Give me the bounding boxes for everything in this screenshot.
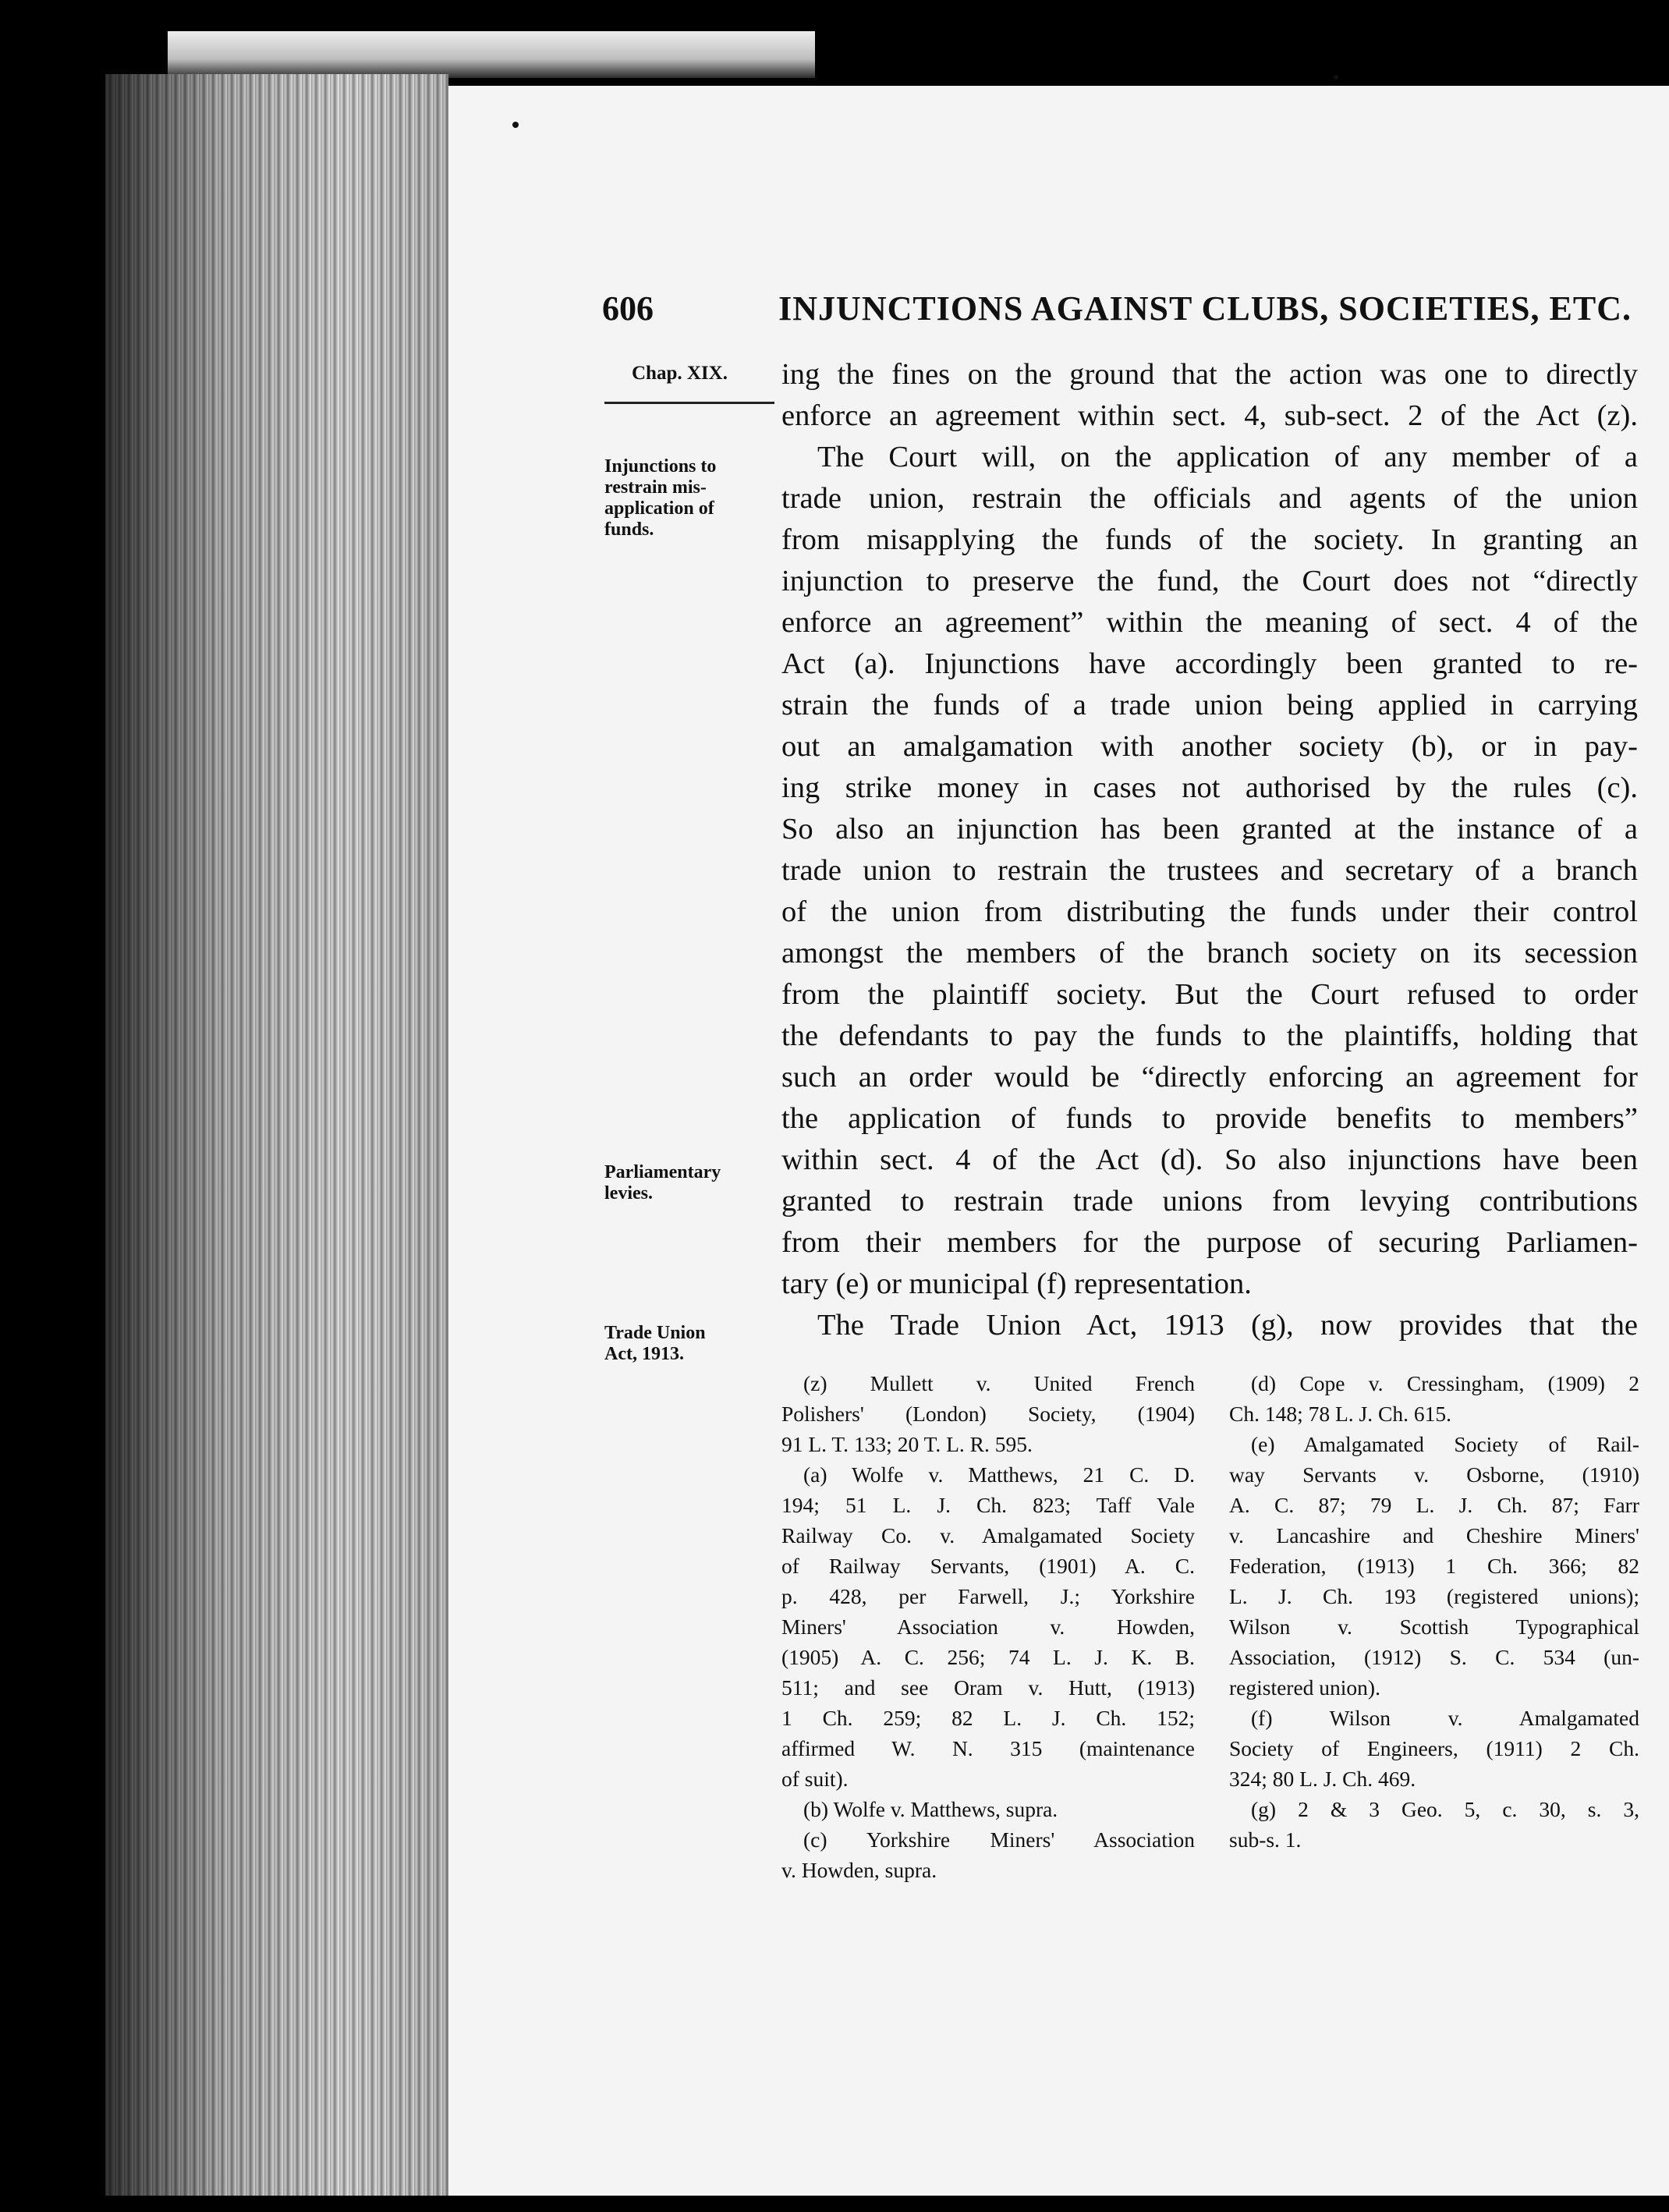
- footnote-line: (g) 2 & 3 Geo. 5, c. 30, s. 3,: [1251, 1797, 1639, 1821]
- body-text: [781, 354, 1638, 1346]
- footnote-line: (c) Yorkshire Miners' Association: [803, 1827, 1195, 1852]
- footnote-line: (1905) A. C. 256; 74 L. J. K. B.: [781, 1645, 1195, 1669]
- body-line: The Court will, on the application of any member of a: [817, 441, 1638, 473]
- sidenote-line: restrain mis-: [604, 477, 707, 498]
- sidenote-line: Act, 1913.: [604, 1344, 684, 1364]
- footnote-line: (a) Wolfe v. Matthews, 21 C. D.: [803, 1462, 1195, 1487]
- sidenote-line: levies.: [604, 1183, 653, 1203]
- body-line: of the union from distributing the funds under their control: [781, 895, 1638, 928]
- body-line: within sect. 4 of the Act (d). So also injunctions have been: [781, 1143, 1638, 1176]
- footnote-line: L. J. Ch. 193 (registered unions);: [1229, 1584, 1639, 1608]
- body-line: injunction to preserve the fund, the Court does not “directly: [781, 565, 1638, 597]
- footnote-line: Wilson v. Scottish Typographical: [1229, 1615, 1639, 1639]
- body-line: such an order would be “directly enforcing an agreement for: [781, 1061, 1638, 1094]
- page-edge-shadow: [105, 74, 448, 2196]
- body-line: So also an injunction has been granted at the instance of a: [781, 813, 1638, 845]
- footnote-line: Miners' Association v. Howden,: [781, 1615, 1195, 1639]
- chapter-rule: [604, 402, 774, 404]
- page-header: [602, 289, 1632, 335]
- footnote-line: v. Howden, supra.: [781, 1858, 937, 1882]
- page-number: 606: [602, 289, 654, 328]
- sidenote-line: Parliamentary: [604, 1162, 721, 1182]
- chapter-label: Chap. XIX.: [632, 363, 728, 384]
- body-line: trade union to restrain the trustees and secretary of a branch: [781, 854, 1638, 887]
- footnote-line: (e) Amalgamated Society of Rail-: [1251, 1432, 1639, 1456]
- footnote-line: A. C. 87; 79 L. J. Ch. 87; Farr: [1229, 1493, 1639, 1517]
- body-line: Act (a). Injunctions have accordingly been granted to re-: [781, 647, 1638, 680]
- footnote-line: v. Lancashire and Cheshire Miners': [1229, 1523, 1639, 1547]
- body-line: the defendants to pay the funds to the plaintiffs, holding that: [781, 1019, 1638, 1052]
- footnote-line: (b) Wolfe v. Matthews, supra.: [803, 1797, 1058, 1821]
- sidenote-parliamentary-levies: [604, 1162, 760, 1204]
- book-top-edge: [168, 31, 815, 78]
- footnote-line: (f) Wilson v. Amalgamated: [1251, 1706, 1639, 1730]
- footnote-line: Railway Co. v. Amalgamated Society: [781, 1523, 1195, 1547]
- footnote-line: Society of Engineers, (1911) 2 Ch.: [1229, 1736, 1639, 1760]
- body-line: from their members for the purpose of securing Parliamen-: [781, 1226, 1638, 1259]
- footnote-line: 1 Ch. 259; 82 L. J. Ch. 152;: [781, 1706, 1195, 1730]
- body-line: granted to restrain trade unions from levying contributions: [781, 1185, 1638, 1218]
- footnote-line: 91 L. T. 133; 20 T. L. R. 595.: [781, 1432, 1033, 1456]
- sidenote-line: Trade Union: [604, 1323, 706, 1343]
- sidenote-line: funds.: [604, 519, 654, 540]
- footnote-line: 324; 80 L. J. Ch. 469.: [1229, 1767, 1416, 1791]
- footnote-line: Federation, (1913) 1 Ch. 366; 82: [1229, 1554, 1639, 1578]
- sidenote-misapplication: [604, 456, 760, 541]
- footnote-line: of Railway Servants, (1901) A. C.: [781, 1554, 1195, 1578]
- footnote-line: Polishers' (London) Society, (1904): [781, 1402, 1195, 1426]
- scan-speck: [1334, 75, 1338, 80]
- footnote-line: 511; and see Oram v. Hutt, (1913): [781, 1675, 1195, 1700]
- running-title: INJUNCTIONS AGAINST CLUBS, SOCIETIES, ETC.: [778, 289, 1632, 328]
- body-line: ing strike money in cases not authorised by the rules (c).: [781, 771, 1638, 804]
- body-line: enforce an agreement within sect. 4, sub-sect. 2 of the Act (z).: [781, 399, 1638, 432]
- footnote-line: p. 428, per Farwell, J.; Yorkshire: [781, 1584, 1195, 1608]
- body-line: ing the fines on the ground that the action was one to directly: [781, 358, 1638, 391]
- footnotes-left-column: [781, 1368, 1195, 1885]
- sidenote-line: Injunctions to: [604, 456, 717, 477]
- footnote-line: Ch. 148; 78 L. J. Ch. 615.: [1229, 1402, 1451, 1426]
- body-line: tary (e) or municipal (f) representation.: [781, 1267, 1252, 1300]
- footnote-line: Association, (1912) S. C. 534 (un-: [1229, 1645, 1639, 1669]
- body-line: The Trade Union Act, 1913 (g), now provides that the: [817, 1309, 1638, 1342]
- body-line: out an amalgamation with another society (b), or in pay-: [781, 730, 1638, 763]
- body-line: amongst the members of the branch society on its secession: [781, 937, 1638, 970]
- footnote-line: affirmed W. N. 315 (maintenance: [781, 1736, 1195, 1760]
- footnote-line: (z) Mullett v. United French: [803, 1371, 1195, 1395]
- footnote-line: sub-s. 1.: [1229, 1827, 1302, 1852]
- body-line: the application of funds to provide benefits to members”: [781, 1102, 1638, 1135]
- sidenote-trade-union-act: [604, 1323, 760, 1365]
- footnote-line: of suit).: [781, 1767, 849, 1791]
- footnote-line: 194; 51 L. J. Ch. 823; Taff Vale: [781, 1493, 1195, 1517]
- body-line: trade union, restrain the officials and agents of the union: [781, 482, 1638, 515]
- body-line: strain the funds of a trade union being applied in carrying: [781, 689, 1638, 721]
- body-line: from misapplying the funds of the society. In granting an: [781, 523, 1638, 556]
- body-line: enforce an agreement” within the meaning of sect. 4 of the: [781, 606, 1638, 639]
- scan-speck: [512, 122, 519, 128]
- footnote-line: registered union).: [1229, 1675, 1380, 1700]
- footnote-line: (d) Cope v. Cressingham, (1909) 2: [1251, 1371, 1639, 1395]
- sidenote-line: application of: [604, 498, 714, 519]
- footnotes-right-column: [1229, 1368, 1639, 1855]
- footnote-line: way Servants v. Osborne, (1910): [1229, 1462, 1639, 1487]
- body-line: from the plaintiff society. But the Court refused to order: [781, 978, 1638, 1011]
